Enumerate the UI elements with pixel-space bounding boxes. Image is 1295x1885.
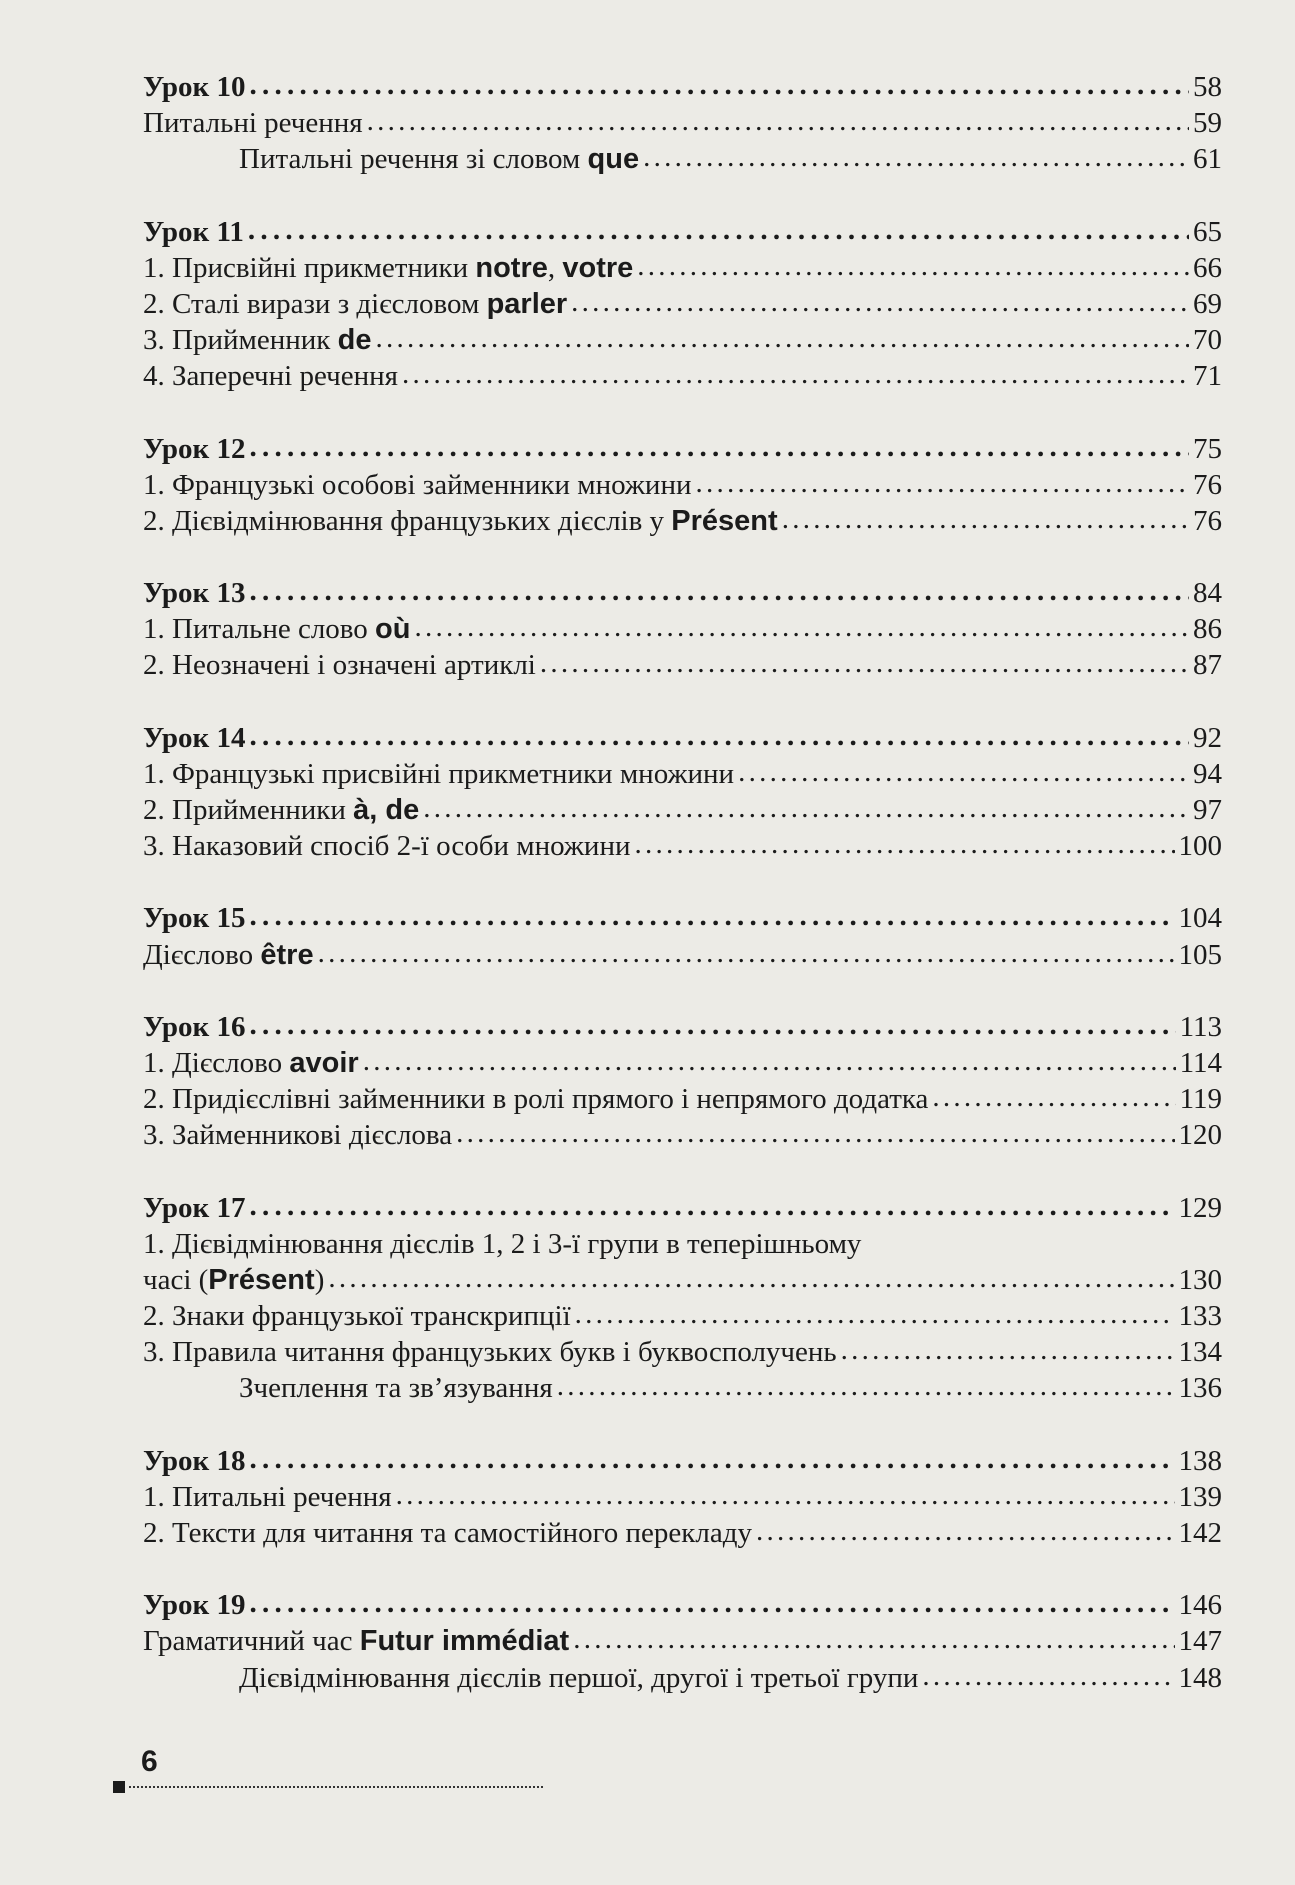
toc-entry-title — [143, 1623, 569, 1659]
toc-page-number: 76 — [1193, 504, 1222, 537]
toc-page-number: 87 — [1193, 649, 1222, 682]
toc-text: Урок 18 — [143, 1444, 246, 1477]
toc-term: de — [337, 324, 372, 357]
toc-page-number: 94 — [1193, 757, 1222, 790]
toc-entry — [143, 1515, 1222, 1551]
toc-leader-dots — [575, 1296, 1175, 1332]
toc-text: ) — [314, 1263, 325, 1296]
toc-text: 2. Сталі вирази з дієсловом — [143, 287, 487, 320]
toc-text: 1. Дієслово — [143, 1046, 290, 1079]
toc-text: 2. Знаки французької транскрипції — [143, 1300, 571, 1333]
toc-entry — [143, 1370, 1222, 1406]
toc-page-number: 134 — [1178, 1336, 1222, 1369]
toc-section — [143, 1009, 1222, 1154]
toc-entry-title — [143, 1334, 837, 1370]
toc-section — [143, 214, 1222, 395]
toc-text: Урок 10 — [143, 71, 246, 103]
toc-leader-dots — [250, 1188, 1175, 1224]
toc-text: Граматичний час — [143, 1625, 360, 1658]
toc-leader-dots — [396, 1477, 1175, 1513]
toc-entry-title — [143, 105, 363, 141]
toc-entry — [143, 1117, 1222, 1153]
toc-text: 4. Заперечні речення — [143, 360, 398, 393]
toc-lesson-heading — [143, 1587, 1222, 1623]
toc-leader-dots — [250, 1585, 1175, 1621]
toc-leader-dots — [557, 1368, 1175, 1404]
toc-page-number: 61 — [1193, 143, 1222, 176]
toc-leader-dots — [250, 67, 1190, 103]
toc-leader-dots — [643, 139, 1189, 175]
toc-text: Урок 17 — [143, 1191, 246, 1224]
toc-page-number: 59 — [1193, 107, 1222, 140]
toc-entry — [143, 1262, 1222, 1298]
toc-text: Урок 16 — [143, 1010, 246, 1043]
toc-page-number: 86 — [1193, 613, 1222, 646]
toc-leader-dots — [250, 429, 1190, 465]
toc-lesson-heading — [143, 69, 1222, 105]
toc-leader-dots — [782, 501, 1189, 537]
toc-entry — [143, 1623, 1222, 1659]
toc-entry-title — [143, 431, 246, 467]
toc-text: 3. Займенникові дієслова — [143, 1119, 453, 1152]
toc-text: 1. Французькі присвійні прикметники множини — [143, 757, 735, 790]
toc-entry-title — [143, 792, 419, 828]
toc-text: 1. Дієвідмінювання дієслів 1, 2 і 3-ї групи в теперішньому — [143, 1227, 862, 1260]
toc-entry — [143, 286, 1222, 322]
toc-entry — [143, 1334, 1222, 1370]
toc-page-number: 120 — [1178, 1119, 1222, 1152]
toc-entry — [143, 250, 1222, 286]
toc-text: Дієвідмінювання дієслів першої, другої і третьої групи — [239, 1661, 919, 1694]
toc-leader-dots — [250, 898, 1175, 934]
toc-page-number: 147 — [1178, 1625, 1222, 1658]
toc-entry-title — [143, 1479, 392, 1515]
toc-entry — [143, 1660, 1222, 1696]
footer-rule — [113, 1781, 543, 1793]
toc-entry — [143, 828, 1222, 864]
toc-entry-title — [143, 503, 778, 539]
toc-text: 2. Прийменники — [143, 794, 354, 826]
toc-page-number: 105 — [1178, 938, 1222, 971]
footer-dotted-line — [129, 1786, 543, 1788]
toc-entry-title — [143, 647, 536, 683]
toc-page-number: 104 — [1178, 902, 1222, 935]
toc-text: Питальні речення — [143, 107, 363, 140]
page-number: 6 — [141, 1745, 158, 1778]
toc-entry-title — [143, 69, 246, 105]
toc-section — [143, 900, 1222, 972]
toc-leader-dots — [250, 1441, 1175, 1477]
toc-leader-dots — [841, 1332, 1175, 1368]
toc-entry — [143, 1298, 1222, 1334]
toc-entry — [143, 1226, 1222, 1262]
toc-entry-title — [143, 1262, 324, 1298]
toc-entry-title — [239, 1370, 553, 1406]
toc-section — [143, 69, 1222, 178]
toc-term: être — [260, 938, 314, 971]
toc-page-number: 129 — [1178, 1191, 1222, 1224]
toc-text: 3. Прийменник — [143, 324, 338, 357]
toc-term: parler — [486, 287, 568, 320]
toc-page-number: 119 — [1179, 1083, 1222, 1116]
toc-leader-dots — [250, 718, 1190, 754]
toc-leader-dots — [932, 1079, 1175, 1115]
toc-entry — [143, 358, 1222, 394]
toc-page-number: 75 — [1193, 432, 1222, 465]
toc-term: que — [587, 143, 640, 176]
toc-lesson-heading — [143, 900, 1222, 936]
toc-entry — [143, 647, 1222, 683]
toc-entry — [143, 611, 1222, 647]
toc-entry — [143, 503, 1222, 539]
toc-entry-title — [143, 1190, 246, 1226]
toc-entry — [143, 141, 1222, 177]
toc-term: avoir — [289, 1046, 359, 1079]
toc-entry-title — [239, 1660, 918, 1696]
toc-text: Зчеплення та зв’язування — [239, 1372, 553, 1405]
toc-lesson-heading — [143, 214, 1222, 250]
toc-text: Урок 11 — [143, 215, 244, 248]
toc-term: Présent — [208, 1263, 315, 1296]
toc-page-number: 114 — [1179, 1046, 1222, 1079]
toc-entry-title — [143, 214, 244, 250]
toc-leader-dots — [402, 356, 1189, 392]
toc-lesson-heading — [143, 720, 1222, 756]
toc-text: Урок 12 — [143, 432, 246, 465]
toc-leader-dots — [423, 790, 1189, 826]
toc-entry-title — [143, 1081, 928, 1117]
toc-leader-dots — [250, 1007, 1176, 1043]
toc-text: 2. Тексти для читання та самостійного перекладу — [143, 1517, 752, 1549]
toc-entry-title — [143, 720, 246, 756]
toc-page-number: 148 — [1178, 1661, 1222, 1694]
toc-section — [143, 1190, 1222, 1407]
toc-section — [143, 575, 1222, 684]
toc-page-number: 65 — [1193, 215, 1222, 248]
toc-page-number: 97 — [1193, 794, 1222, 826]
toc-entry-title — [143, 575, 246, 611]
toc-entry — [143, 792, 1222, 828]
toc-lesson-heading — [143, 575, 1222, 611]
toc-leader-dots — [456, 1115, 1174, 1151]
toc-entry — [143, 1479, 1222, 1515]
toc-leader-dots — [756, 1513, 1175, 1549]
toc-page-number: 76 — [1193, 468, 1222, 501]
toc-term: à, de — [353, 794, 420, 826]
table-of-contents — [143, 69, 1222, 1732]
toc-text: 1. Французькі особові займенники множини — [143, 468, 692, 501]
toc-leader-dots — [637, 248, 1189, 284]
toc-entry-title — [239, 141, 639, 177]
toc-entry — [143, 756, 1222, 792]
toc-text: 2. Дієвідмінювання французьких дієслів у — [143, 504, 672, 537]
toc-term: où — [375, 613, 411, 646]
toc-leader-dots — [248, 212, 1189, 248]
toc-entry-title — [143, 1515, 752, 1551]
toc-text: , — [547, 251, 563, 284]
toc-page-number: 84 — [1193, 577, 1222, 610]
toc-page-number: 142 — [1178, 1517, 1222, 1549]
toc-entry-title — [143, 611, 410, 647]
toc-leader-dots — [573, 1621, 1174, 1657]
toc-entry-title — [143, 1587, 246, 1623]
toc-leader-dots — [571, 284, 1189, 320]
toc-leader-dots — [695, 465, 1189, 501]
toc-text: 1. Питальне слово — [143, 613, 376, 646]
toc-entry-title — [143, 1045, 359, 1081]
toc-text: 3. Правила читання французьких букв і буквосполучень — [143, 1336, 837, 1369]
toc-page-number: 58 — [1193, 71, 1222, 103]
toc-entry-title — [143, 250, 633, 286]
toc-entry-title — [143, 900, 246, 936]
toc-entry-title — [143, 828, 630, 864]
toc-section — [143, 431, 1222, 540]
toc-entry-title — [143, 1443, 246, 1479]
toc-entry-title — [143, 358, 398, 394]
toc-page-number: 66 — [1193, 251, 1222, 284]
toc-term: Présent — [671, 504, 778, 537]
toc-lesson-heading — [143, 1190, 1222, 1226]
toc-leader-dots — [738, 754, 1189, 790]
toc-entry-title — [143, 1226, 861, 1262]
toc-leader-dots — [363, 1043, 1176, 1079]
toc-entry — [143, 937, 1222, 973]
toc-page-number: 92 — [1193, 721, 1222, 754]
toc-entry-title — [143, 756, 734, 792]
toc-leader-dots — [250, 573, 1190, 609]
toc-page-number: 146 — [1178, 1589, 1222, 1622]
toc-leader-dots — [540, 645, 1189, 681]
toc-entry — [143, 322, 1222, 358]
footer-square-mark — [113, 1781, 125, 1793]
toc-text: Урок 13 — [143, 577, 246, 610]
toc-leader-dots — [318, 935, 1175, 971]
toc-text: Урок 15 — [143, 902, 246, 935]
toc-entry — [143, 105, 1222, 141]
toc-page-number: 100 — [1178, 830, 1222, 863]
toc-text: 1. Питальні речення — [143, 1480, 392, 1513]
page-footer — [113, 1745, 543, 1793]
toc-leader-dots — [414, 609, 1189, 645]
toc-entry-title — [143, 286, 567, 322]
toc-lesson-heading — [143, 1443, 1222, 1479]
toc-text: 2. Неозначені і означені артиклі — [143, 649, 536, 682]
toc-text: Урок 19 — [143, 1589, 246, 1622]
toc-page-number: 139 — [1178, 1480, 1222, 1513]
toc-page-number: 136 — [1178, 1372, 1222, 1405]
toc-entry-title — [143, 1117, 452, 1153]
toc-leader-dots — [634, 826, 1174, 862]
toc-page-number: 71 — [1193, 360, 1222, 393]
toc-lesson-heading — [143, 431, 1222, 467]
toc-page-number: 69 — [1193, 287, 1222, 320]
toc-entry-title — [143, 1298, 571, 1334]
toc-lesson-heading — [143, 1009, 1222, 1045]
toc-entry — [143, 1045, 1222, 1081]
toc-page-number: 138 — [1178, 1444, 1222, 1477]
toc-section — [143, 1587, 1222, 1696]
toc-term: notre — [475, 251, 548, 284]
toc-entry-title — [143, 322, 371, 358]
toc-text: 3. Наказовий спосіб 2-ї особи множини — [143, 830, 631, 863]
toc-term: Futur immédiat — [359, 1625, 570, 1658]
toc-entry — [143, 1081, 1222, 1117]
toc-text: 1. Присвійні прикметники — [143, 251, 476, 284]
toc-page-number: 130 — [1178, 1263, 1222, 1296]
toc-text: Дієслово — [143, 938, 261, 971]
toc-section — [143, 1443, 1222, 1552]
toc-term: votre — [562, 251, 634, 284]
toc-leader-dots — [367, 103, 1189, 139]
toc-page-number: 70 — [1193, 324, 1222, 357]
toc-text: часі ( — [143, 1263, 209, 1296]
toc-entry-title — [143, 937, 314, 973]
toc-page-number: 113 — [1179, 1010, 1222, 1043]
toc-text: Урок 14 — [143, 721, 246, 754]
toc-entry-title — [143, 1009, 246, 1045]
toc-page-number: 133 — [1178, 1300, 1222, 1333]
toc-text: 2. Придієслівні займенники в ролі прямого і непрямого додатка — [143, 1083, 929, 1116]
toc-leader-dots — [375, 320, 1189, 356]
toc-entry — [143, 467, 1222, 503]
toc-leader-dots — [922, 1658, 1174, 1694]
toc-text: Питальні речення зі словом — [239, 143, 588, 176]
toc-entry-title — [143, 467, 691, 503]
toc-leader-dots — [328, 1260, 1174, 1296]
toc-section — [143, 720, 1222, 865]
